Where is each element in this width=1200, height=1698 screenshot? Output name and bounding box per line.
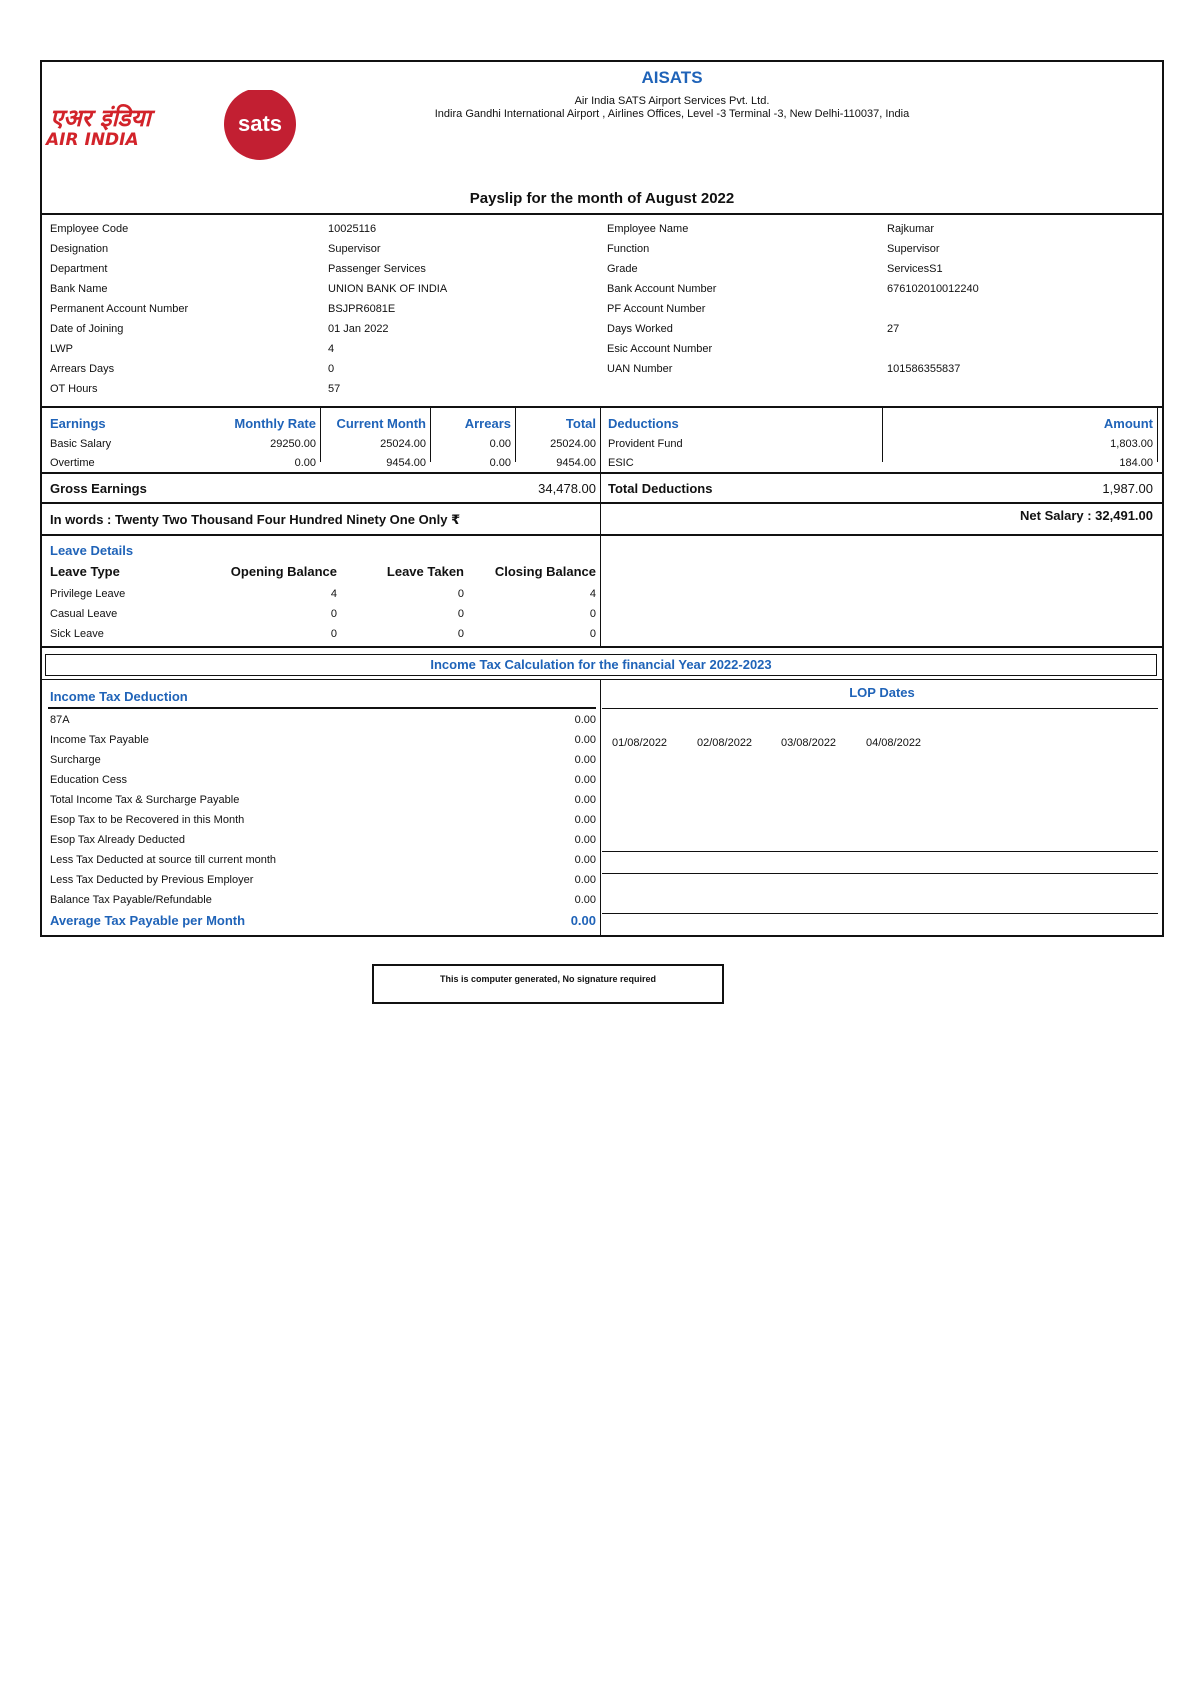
uan-label: UAN Number xyxy=(607,363,673,375)
leave-taken: 0 xyxy=(457,628,464,640)
tax-item-label: Esop Tax to be Recovered in this Month xyxy=(50,814,245,826)
designation-label: Designation xyxy=(50,243,109,255)
lop-date: 02/08/2022 xyxy=(697,737,753,749)
divider xyxy=(600,474,601,504)
earning-monthly-rate: 0.00 xyxy=(294,457,316,469)
function-label: Function xyxy=(607,243,650,255)
average-tax-label: Average Tax Payable per Month xyxy=(50,913,246,928)
tax-item-value: 0.00 xyxy=(574,894,596,906)
bank-name-label: Bank Name xyxy=(50,283,108,295)
tax-item-label: Less Tax Deducted at source till current month xyxy=(50,854,277,866)
esic-account-label: Esic Account Number xyxy=(607,343,713,355)
in-words-text: In words : Twenty Two Thousand Four Hundred Ninety One Only ₹ xyxy=(50,512,461,527)
lop-date: 03/08/2022 xyxy=(781,737,837,749)
tax-item-value: 0.00 xyxy=(574,714,596,726)
date-of-joining-value: 01 Jan 2022 xyxy=(328,323,389,335)
divider xyxy=(600,679,601,937)
earnings-header: Earnings xyxy=(50,416,106,431)
current-month-header: Current Month xyxy=(336,416,426,431)
payslip-header xyxy=(42,62,1162,215)
leave-opening: 0 xyxy=(330,608,337,620)
grade-label: Grade xyxy=(607,263,638,275)
leave-taken: 0 xyxy=(457,608,464,620)
employee-name-value: Rajkumar xyxy=(887,223,935,235)
tax-item-label: Income Tax Payable xyxy=(50,734,149,746)
net-salary: Net Salary : 32,491.00 xyxy=(1020,508,1153,523)
tax-item-value: 0.00 xyxy=(574,754,596,766)
bank-account-value: 676102010012240 xyxy=(887,283,979,295)
airindia-hindi-text: एअर इंडिया xyxy=(50,104,151,132)
earning-current-month: 9454.00 xyxy=(386,457,426,469)
earning-monthly-rate: 29250.00 xyxy=(270,438,316,450)
airindia-english-text: AIR INDIA xyxy=(46,130,139,150)
tax-item-value: 0.00 xyxy=(574,814,596,826)
company-short-name: AISATS xyxy=(641,68,703,87)
leave-taken: 0 xyxy=(457,588,464,600)
divider xyxy=(602,873,1158,874)
divider xyxy=(600,504,601,536)
tax-item-value: 0.00 xyxy=(574,834,596,846)
ot-hours-label: OT Hours xyxy=(50,383,98,395)
leave-type-header: Leave Type xyxy=(50,564,120,579)
divider xyxy=(600,408,601,474)
department-label: Department xyxy=(50,263,108,275)
grade-value: ServicesS1 xyxy=(887,263,943,275)
income-tax-title: Income Tax Calculation for the financial Year 2022-2023 xyxy=(45,654,1157,676)
employee-info xyxy=(42,215,1162,408)
tax-item-label: Less Tax Deducted by Previous Employer xyxy=(50,874,254,886)
leave-details xyxy=(42,536,1162,648)
tax-item-label: Balance Tax Payable/Refundable xyxy=(50,894,212,906)
company-address: Indira Gandhi International Airport , Airlines Offices, Level -3 Terminal -3, New Delhi-110037, India xyxy=(434,108,910,120)
tax-item-value: 0.00 xyxy=(574,874,596,886)
lwp-label: LWP xyxy=(50,343,74,355)
deduction-name: ESIC xyxy=(608,457,634,469)
tax-item-label: Total Income Tax & Surcharge Payable xyxy=(50,794,240,806)
gross-earnings-label: Gross Earnings xyxy=(50,481,147,496)
tax-item-label: Esop Tax Already Deducted xyxy=(50,834,185,846)
ot-hours-value: 57 xyxy=(328,383,341,395)
earnings-deductions-table xyxy=(42,408,1162,474)
department-value: Passenger Services xyxy=(328,263,426,275)
earning-total: 25024.00 xyxy=(550,438,596,450)
divider xyxy=(515,408,516,462)
air-india-sats-logo xyxy=(44,90,304,166)
deduction-amount: 1,803.00 xyxy=(1110,438,1153,450)
earning-name: Basic Salary xyxy=(50,438,112,450)
payslip-title: Payslip for the month of August 2022 xyxy=(469,190,735,207)
earning-arrears: 0.00 xyxy=(489,457,511,469)
earning-current-month: 25024.00 xyxy=(380,438,426,450)
divider xyxy=(48,707,596,709)
divider xyxy=(602,851,1158,852)
divider xyxy=(882,408,883,462)
divider xyxy=(602,913,1158,914)
deduction-name: Provident Fund xyxy=(608,438,683,450)
days-worked-label: Days Worked xyxy=(607,323,673,335)
leave-closing: 0 xyxy=(589,608,596,620)
total-deductions-label: Total Deductions xyxy=(608,481,713,496)
lop-dates-title: LOP Dates xyxy=(849,685,915,700)
company-full-name: Air India SATS Airport Services Pvt. Ltd. xyxy=(574,95,770,107)
uan-value: 101586355837 xyxy=(887,363,961,375)
days-worked-value: 27 xyxy=(887,323,900,335)
amount-header: Amount xyxy=(1103,416,1153,431)
leave-details-title: Leave Details xyxy=(50,543,134,558)
leave-type: Sick Leave xyxy=(50,628,104,640)
tax-item-value: 0.00 xyxy=(574,734,596,746)
gross-earnings-value: 34,478.00 xyxy=(538,481,596,496)
monthly-rate-header: Monthly Rate xyxy=(234,416,316,431)
deduction-amount: 184.00 xyxy=(1119,457,1153,469)
lwp-value: 4 xyxy=(328,343,335,355)
employee-code-label: Employee Code xyxy=(50,223,129,235)
bank-account-label: Bank Account Number xyxy=(607,283,717,295)
tax-item-label: Surcharge xyxy=(50,754,101,766)
leave-closing: 4 xyxy=(589,588,596,600)
leave-closing: 0 xyxy=(589,628,596,640)
earning-total: 9454.00 xyxy=(556,457,596,469)
pan-value: BSJPR6081E xyxy=(328,303,396,315)
in-words-row xyxy=(42,504,1162,536)
deductions-header: Deductions xyxy=(608,416,679,431)
leave-type: Casual Leave xyxy=(50,608,118,620)
arrears-header: Arrears xyxy=(464,416,511,431)
tax-item-value: 0.00 xyxy=(574,854,596,866)
closing-balance-header: Closing Balance xyxy=(494,564,596,579)
income-tax-section xyxy=(42,679,1162,937)
pf-account-label: PF Account Number xyxy=(607,303,706,315)
opening-balance-header: Opening Balance xyxy=(230,564,337,579)
arrears-days-label: Arrears Days xyxy=(50,363,115,375)
date-of-joining-label: Date of Joining xyxy=(50,323,124,335)
tax-item-label: 87A xyxy=(50,714,70,726)
arrears-days-value: 0 xyxy=(328,363,335,375)
company-block xyxy=(342,68,1002,120)
designation-value: Supervisor xyxy=(328,243,381,255)
computer-generated-note: This is computer generated, No signature required xyxy=(372,964,724,1004)
tax-item-label: Education Cess xyxy=(50,774,128,786)
leave-type: Privilege Leave xyxy=(50,588,126,600)
divider xyxy=(602,708,1158,709)
tax-item-value: 0.00 xyxy=(574,794,596,806)
function-value: Supervisor xyxy=(887,243,940,255)
employee-code-value: 10025116 xyxy=(328,223,377,235)
tax-item-value: 0.00 xyxy=(574,774,596,786)
lop-date: 04/08/2022 xyxy=(866,737,922,749)
earning-name: Overtime xyxy=(50,457,95,469)
pan-label: Permanent Account Number xyxy=(50,303,189,315)
sats-text: sats xyxy=(237,111,283,136)
payslip-sheet xyxy=(40,60,1164,937)
bank-name-value: UNION BANK OF INDIA xyxy=(328,283,448,295)
gross-row xyxy=(42,474,1162,504)
lop-date: 01/08/2022 xyxy=(612,737,668,749)
divider xyxy=(320,408,321,462)
income-tax-deduction-title: Income Tax Deduction xyxy=(50,689,188,704)
earning-arrears: 0.00 xyxy=(489,438,511,450)
leave-opening: 4 xyxy=(330,588,337,600)
total-deductions-value: 1,987.00 xyxy=(1102,481,1153,496)
leave-taken-header: Leave Taken xyxy=(386,564,464,579)
average-tax-value: 0.00 xyxy=(570,913,596,928)
total-header: Total xyxy=(565,416,596,431)
divider xyxy=(600,536,601,648)
divider xyxy=(430,408,431,462)
employee-name-label: Employee Name xyxy=(607,223,689,235)
leave-opening: 0 xyxy=(330,628,337,640)
divider xyxy=(1157,408,1158,462)
